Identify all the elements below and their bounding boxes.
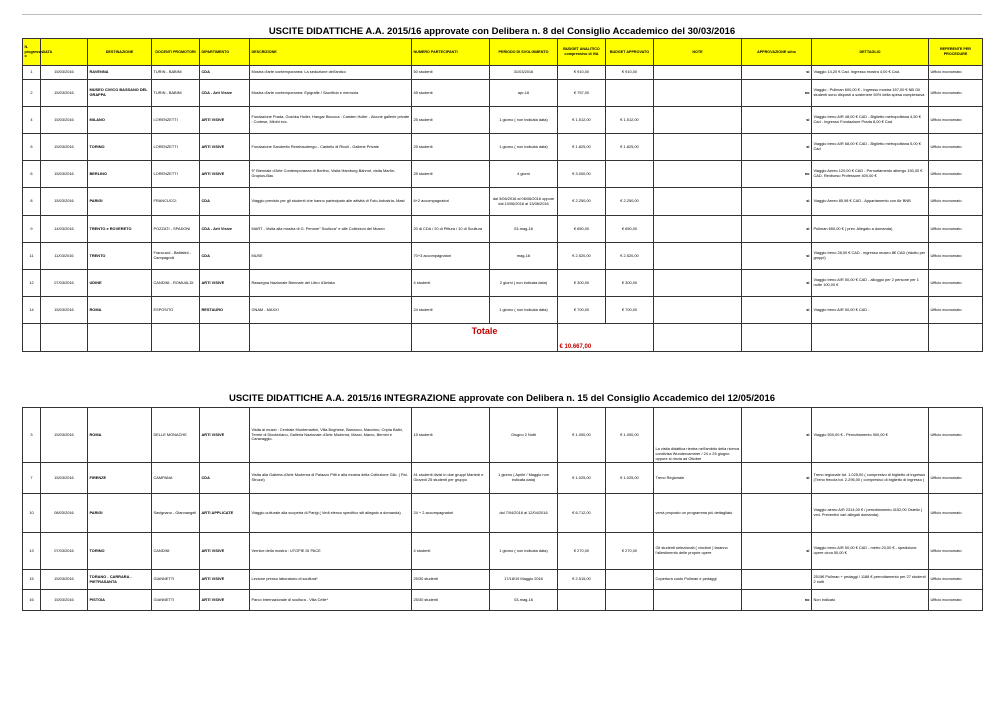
row-docenti: POZZATI - SPADONI — [152, 216, 200, 243]
row-participants: 50 studenti — [412, 66, 490, 80]
row-description: Visita alla Galleria d'Arte Moderna di Palazzo Pitti e alla mostra della Collezione Gilc. ( Pal. Strozzi) — [250, 463, 412, 494]
row-approval — [742, 570, 812, 590]
row-date: 15/03/2016 — [41, 188, 88, 216]
row-number: 12 — [23, 270, 41, 297]
row-budget: € 2.520,00 — [558, 243, 606, 270]
row-dipartimento: ARTI APPLICATE — [200, 494, 250, 533]
row-budget: € 270,00 — [558, 533, 606, 570]
row-approved: € 1.825,00 — [606, 134, 654, 161]
total-empty-cell — [88, 324, 152, 352]
header-note: NOTE — [654, 39, 742, 66]
row-referente: Ufficio economato — [929, 134, 983, 161]
row-approved: € 2.250,00 — [606, 188, 654, 216]
row-destination: PISTOIA — [88, 590, 152, 611]
row-approval: si — [742, 243, 812, 270]
row-dipartimento: ARTI VISIVE — [200, 134, 250, 161]
integration-title: USCITE DIDATTICHE A.A. 2015/16 INTEGRAZIONE approvate con Delibera n. 15 del Consiglio Accademico del 12/05/2016 — [228, 393, 776, 404]
total-empty-cell — [742, 324, 812, 352]
row-note: La visita didattica rientra nell'ambito della ricerca condivisa Wundercammer / 24 o 25 giugno oppure si rinvia ad Ottobre — [654, 408, 742, 463]
row-approved: € 700,00 — [606, 297, 654, 324]
row-dipartimento: CDA - Arti Visive — [200, 80, 250, 107]
row-dipartimento: CDA - Arti Visive — [200, 216, 250, 243]
row-description: Lezione presso laboratorio di scultura* — [250, 570, 412, 590]
row-referente: Ufficio economato — [929, 107, 983, 134]
row-participants: 70+3 accompagnatori — [412, 243, 490, 270]
row-number: 3 — [23, 408, 41, 463]
table-row — [23, 494, 983, 533]
row-budget: € 2.515,00 — [558, 570, 606, 590]
table-row — [23, 66, 983, 80]
header-dettaglio: DETTAGLIO — [812, 39, 929, 66]
row-referente: Ufficio economato — [929, 270, 983, 297]
row-date: 08/03/2016 — [41, 494, 88, 533]
table-row — [23, 188, 983, 216]
row-participants: 45 studenti — [412, 80, 490, 107]
row-approval: si — [742, 408, 812, 463]
row-approved: € 1.025,00 — [606, 463, 654, 494]
row-description: GNAM - MAXXI — [250, 297, 412, 324]
row-docenti: TURIN - BABINI — [152, 80, 200, 107]
header-descrizione: DESCRIZIONE — [250, 39, 412, 66]
row-budget: € 1.000,00 — [558, 408, 606, 463]
row-referente: Ufficio economato — [929, 533, 983, 570]
row-dipartimento: CDA — [200, 66, 250, 80]
row-dipartimento: ARTI VISIVE — [200, 270, 250, 297]
row-participants: 15 studenti — [412, 408, 490, 463]
row-date: 07/03/2016 — [41, 270, 88, 297]
row-date: 15/03/2016 — [41, 107, 88, 134]
table-row — [23, 161, 983, 188]
row-number: 8 — [23, 188, 41, 216]
row-description: Mostra d'arte contemporanea: La seduzione dell'antico — [250, 66, 412, 80]
row-budget: € 300,00 — [558, 270, 606, 297]
row-budget: € 910,00 — [558, 66, 606, 80]
row-date: 15/03/2016 — [41, 80, 88, 107]
row-destination: RAVENNA — [88, 66, 152, 80]
row-note — [654, 188, 742, 216]
row-budget: € 1.825,00 — [558, 134, 606, 161]
row-detail: Viaggio treno A/R 48,00 € CAD - Biglietto metropolitana 4,50 € Cad - Ingresso Fondazione Prada 8,00 € Cad — [812, 107, 929, 134]
row-referente: Ufficio economato — [929, 243, 983, 270]
row-docenti: Savignano - Giannangeli — [152, 494, 200, 533]
row-approved: € 1.512,00 — [606, 107, 654, 134]
row-approved: € 910,00 — [606, 66, 654, 80]
total-empty-cell — [250, 324, 412, 352]
row-period: 31/03/2016 — [490, 66, 558, 80]
header-docenti: DOCENTI PROMOTORI — [152, 39, 200, 66]
header-row — [23, 39, 983, 66]
total-label: Totale — [412, 324, 558, 352]
total-empty-cell — [41, 324, 88, 352]
row-docenti: CANDINI - ROMUALDI — [152, 270, 200, 297]
header-periodo: PERIODO DI SVOLGIMENTO — [490, 39, 558, 66]
row-approved — [606, 494, 654, 533]
table-row — [23, 533, 983, 570]
row-period: dal 7/04/2016 al 12/04/2016 — [490, 494, 558, 533]
row-budget: € 3.000,00 — [558, 161, 606, 188]
row-participants: 24 studenti — [412, 297, 490, 324]
row-dipartimento: ARTI VISIVE — [200, 107, 250, 134]
table-row — [23, 107, 983, 134]
row-destination: TORINO — [88, 533, 152, 570]
total-empty-cell — [929, 324, 983, 352]
row-period: 1 giorno ( non indicata data) — [490, 107, 558, 134]
row-dipartimento: RESTAURO — [200, 297, 250, 324]
row-approval: si — [742, 134, 812, 161]
row-date: 15/03/2016 — [41, 134, 88, 161]
row-period: 03-mag-16 — [490, 216, 558, 243]
row-dipartimento: CDA — [200, 243, 250, 270]
row-approved — [606, 161, 654, 188]
row-period: 1 giorno ( Aprile / Maggio non indicata data) — [490, 463, 558, 494]
header-dipartimento: DIPARTIMENTO — [200, 39, 250, 66]
row-detail: Viaggio Aereo 85,98 € CAD - Appartamento con Air BNB — [812, 188, 929, 216]
page-title: USCITE DIDATTICHE A.A. 2015/16 approvate con Delibera n. 8 del Consiglio Accademico del 30/03/2016 — [268, 26, 736, 37]
row-dipartimento: ARTI VISIVE — [200, 570, 250, 590]
row-period: 2 giorni ( non indicata data) — [490, 270, 558, 297]
row-destination: TRENTO — [88, 243, 152, 270]
row-number: 6 — [23, 161, 41, 188]
row-budget: € 700,00 — [558, 297, 606, 324]
table-row — [23, 590, 983, 611]
row-approval — [742, 494, 812, 533]
row-number: 10 — [23, 494, 41, 533]
row-date: 15/03/2016 — [41, 590, 88, 611]
row-referente: Ufficio economato — [929, 216, 983, 243]
row-referente: Ufficio economato — [929, 590, 983, 611]
row-period: Giugno 2 Notti — [490, 408, 558, 463]
row-docenti: TURIN - BABINI — [152, 66, 200, 80]
row-participants: 20 di CDA / 20 di Pittura / 10 di Scultura — [412, 216, 490, 243]
row-approval: si — [742, 216, 812, 243]
row-note — [654, 270, 742, 297]
row-dipartimento: ARTI VISIVE — [200, 590, 250, 611]
row-period: 17/18/19 Maggio 2016 — [490, 570, 558, 590]
row-note — [654, 243, 742, 270]
row-date: 15/03/2016 — [41, 570, 88, 590]
row-detail: Viaggio treno 28,00 € CAD - ingresso museo 8€ CAD (ridotto per gruppi) — [812, 243, 929, 270]
row-budget: € 6.712,00 — [558, 494, 606, 533]
row-participants: 4 studenti — [412, 533, 490, 570]
row-destination: MILANO — [88, 107, 152, 134]
header-data: DATA — [41, 39, 88, 66]
row-period: 03-mag-16 — [490, 590, 558, 611]
row-note — [654, 297, 742, 324]
row-docenti: DELLE MONACHE — [152, 408, 200, 463]
row-note — [654, 80, 742, 107]
row-dipartimento: ARTI VISIVE — [200, 533, 250, 570]
row-approval: si — [742, 533, 812, 570]
table-row — [23, 297, 983, 324]
row-budget: € 650,00 — [558, 216, 606, 243]
row-docenti: CAMPANA — [152, 463, 200, 494]
row-detail: Viaggio treno A/R 68,00 € CAD - Biglietto metropolitana 5,00 € Cad — [812, 134, 929, 161]
row-detail: Viaggio Aereo 120,00 € CAD - Pernottamento albergo 150,00 € CAD. Rimborso Professore 400,00 € — [812, 161, 929, 188]
row-participants: 6+2 accompagnatori — [412, 188, 490, 216]
header-destinazione: DESTINAZIONE — [88, 39, 152, 66]
row-period: dal 3/06/2016 al 06/06/2016 oppure dal 10/06/2016 al 13/06/2016 — [490, 188, 558, 216]
row-description: Mostra d'arte contemporanea: Epigrafie / Sacrificio e memoria — [250, 80, 412, 107]
row-docenti: GIANNETTI — [152, 570, 200, 590]
row-referente: Ufficio economato — [929, 463, 983, 494]
row-participants: 4 studenti — [412, 270, 490, 297]
row-description: Viaggio culturale alla scoperta di Parigi ( Vedi elenco specifico siti allegato a domanda) — [250, 494, 412, 533]
row-note — [654, 134, 742, 161]
row-date: 15/03/2016 — [41, 463, 88, 494]
header-budget-approvato: BUDGET APPROVATO — [606, 39, 654, 66]
row-date: 15/03/2016 — [41, 66, 88, 80]
row-referente: Ufficio economato — [929, 494, 983, 533]
row-approved: € 300,00 — [606, 270, 654, 297]
row-number: 16 — [23, 590, 41, 611]
total-empty-cell — [812, 324, 929, 352]
table-row — [23, 270, 983, 297]
row-docenti: LORENZETTI — [152, 134, 200, 161]
row-approved: € 2.520,00 — [606, 243, 654, 270]
row-budget: € 1.025,00 — [558, 463, 606, 494]
row-number: 15 — [23, 570, 41, 590]
table-row — [23, 80, 983, 107]
row-approved: € 650,00 — [606, 216, 654, 243]
row-number: 9 — [23, 216, 41, 243]
header-partecipanti: NUMERO PARTECIPANTI — [412, 39, 490, 66]
row-number: 1 — [23, 66, 41, 80]
row-approval: si — [742, 107, 812, 134]
total-row — [23, 324, 983, 352]
row-destination: PARIGI — [88, 188, 152, 216]
row-note — [654, 107, 742, 134]
row-destination: TRENTO e ROVERETO — [88, 216, 152, 243]
row-date: 15/03/2016 — [41, 297, 88, 324]
row-approved: € 270,00 — [606, 533, 654, 570]
table-row — [23, 463, 983, 494]
row-approval: si — [742, 270, 812, 297]
row-detail: Viaggio treno A/R 50,00 € CAD - metro 20,00 € - spedizione opere circa 50,00 € — [812, 533, 929, 570]
row-date: 07/03/2016 — [41, 533, 88, 570]
row-approved — [606, 80, 654, 107]
row-dipartimento: ARTI VISIVE — [200, 408, 250, 463]
table-row — [23, 408, 983, 463]
row-docenti: Francucci - Battistini - Campagnoli — [152, 243, 200, 270]
row-note: Gli studenti selezionati ( vincitori ) faranno l'allestimento delle proprie opere — [654, 533, 742, 570]
row-detail: Treno regionale tot. 1.025,00 ( compresivo di biglietto di ingresso (Treno freccia tot. 2.296,00 ( compresivo di biglietto di ingresso ) — [812, 463, 929, 494]
row-destination: TORANO - CARRARA - PIETRASANTA — [88, 570, 152, 590]
row-date: 14/03/2016 — [41, 216, 88, 243]
row-destination: UDINE — [88, 270, 152, 297]
row-docenti: CANDINI — [152, 533, 200, 570]
row-approved — [606, 570, 654, 590]
row-note: Copertura costo Pullman e pedaggi — [654, 570, 742, 590]
row-detail: Pullman 650,00 € ( prev. Allegato a domanda) — [812, 216, 929, 243]
row-referente: Ufficio economato — [929, 188, 983, 216]
row-description: Visita ai musei : Centrale Montemartini, Villa Boghese, Barracco, Maccimo, Cripta Balbi, Terme di Diocleziano, Galleria Nazionale d'Arte Moderna, Maxxi, Macro, Bernini e Caravaggio. — [250, 408, 412, 463]
row-date: 11/03/2016 — [41, 243, 88, 270]
row-description: Fondazione Sandretto Rerebaudengo - Castello di Rivoli - Gallerie Private — [250, 134, 412, 161]
table-row — [23, 216, 983, 243]
row-number: 5 — [23, 134, 41, 161]
total-empty-cell — [23, 324, 41, 352]
row-detail: Viaggio 14,20 € Cad. Ingresso mostra 4,00 € Cad. — [812, 66, 929, 80]
row-participants: 24 + 2 accompagnatori — [412, 494, 490, 533]
row-participants: 25 studenti — [412, 161, 490, 188]
row-period: 1 giorno ( non indicata data) — [490, 533, 558, 570]
row-date: 15/03/2016 — [41, 408, 88, 463]
row-note: Treno Regionale — [654, 463, 742, 494]
row-destination: MUSEO CIVICO BASSANO DEL GRAPPA — [88, 80, 152, 107]
row-destination: TORINO — [88, 134, 152, 161]
row-participants: 25/30 studenti — [412, 570, 490, 590]
row-referente: Ufficio economato — [929, 66, 983, 80]
row-description: Vernice della mostra : UTOPIE DI PACE — [250, 533, 412, 570]
row-note — [654, 66, 742, 80]
row-number: 14 — [23, 297, 41, 324]
table-row — [23, 243, 983, 270]
row-detail: 2515€ Pullman + pedaggi / 1188 € pernottamento per 27 studenti 2 notti — [812, 570, 929, 590]
row-period: 1 giorno ( non indicata data) — [490, 134, 558, 161]
row-referente: Ufficio economato — [929, 408, 983, 463]
row-description: MUSE — [250, 243, 412, 270]
row-dipartimento: CDA — [200, 463, 250, 494]
row-destination: ROMA — [88, 408, 152, 463]
row-note — [654, 161, 742, 188]
row-participants: 25 studenti — [412, 107, 490, 134]
row-destination: PARIGI — [88, 494, 152, 533]
header-budget-analitico: BUDGET ANALITICO comprensivo di IVA — [558, 39, 606, 66]
row-number: 4 — [23, 107, 41, 134]
row-approval: si — [742, 463, 812, 494]
row-note: verrà proposto un programma più dettagliato — [654, 494, 742, 533]
row-approval: si — [742, 66, 812, 80]
row-referente: Ufficio economato — [929, 161, 983, 188]
total-empty-cell — [200, 324, 250, 352]
row-description: Fondazione Prada, Goshka Holler, Hangar Bicocca : Carsten Holler - Alcune gallerie private : Cortese, Minini ecc. — [250, 107, 412, 134]
row-period: apr-16 — [490, 80, 558, 107]
row-period: 4 giorni — [490, 161, 558, 188]
total-empty-cell — [152, 324, 200, 352]
row-budget: € 757,00 — [558, 80, 606, 107]
row-dipartimento: ARTI VISIVE — [200, 161, 250, 188]
total-amount: € 10.667,00 — [558, 324, 654, 352]
table-row — [23, 134, 983, 161]
row-number: 2 — [23, 80, 41, 107]
row-detail: Viaggio : Pullman 600,00 € - Ingresso mostra 157,00 € NB Gli studenti sono disposti a sostenere 50% della spesa complessiva — [812, 80, 929, 107]
row-docenti: FRANCUCCI — [152, 188, 200, 216]
table-row — [23, 570, 983, 590]
row-detail: Viaggio treno A/R 50,00 € CAD - alloggio per 2 persone per 1 notte 100,00 € — [812, 270, 929, 297]
row-approved: € 1.000,00 — [606, 408, 654, 463]
row-approved — [606, 590, 654, 611]
row-budget — [558, 590, 606, 611]
row-approval: no — [742, 80, 812, 107]
row-docenti: LORENZETTI — [152, 161, 200, 188]
row-number: 13 — [23, 533, 41, 570]
row-budget: € 2.250,00 — [558, 188, 606, 216]
header-referente: REFERENTE PER PROCEDURE — [929, 39, 983, 66]
row-participants: 25/30 studenti — [412, 590, 490, 611]
header-progressivo: N. progressiv o — [23, 39, 41, 66]
row-detail: Non indicato — [812, 590, 929, 611]
row-description: Viaggio previsto per gli studenti che hanno partecipato alle attività di Foto-Industria- Mast — [250, 188, 412, 216]
row-approval: no — [742, 590, 812, 611]
row-participants: 25 studenti — [412, 134, 490, 161]
row-approval: si — [742, 188, 812, 216]
row-detail: Viaggio 500,00 € - Pernottamento 500,00 € — [812, 408, 929, 463]
total-empty-cell — [654, 324, 742, 352]
row-description: Rassegna Nazionale Biennale del Libro d'Artista — [250, 270, 412, 297]
integration-table — [22, 407, 983, 611]
row-referente: Ufficio economato — [929, 570, 983, 590]
row-approval: si — [742, 297, 812, 324]
row-budget: € 1.512,00 — [558, 107, 606, 134]
row-destination: FIRENZE — [88, 463, 152, 494]
row-participants: 41 studenti divisi in due gruppi Martedì e Giovedì 25 studenti per gruppo — [412, 463, 490, 494]
row-description: Parco internazionale di scultura - Villa Celle* — [250, 590, 412, 611]
row-detail: Viaggio aereo A/R 2314,00 € / pernottamento 4152,00 Ostello ( ved. Preventivi vari allegati domanda) — [812, 494, 929, 533]
row-docenti: ESPOSITO — [152, 297, 200, 324]
row-description: MART - Visita alla mostra di G. Penone" Scultura" e alle Collezioni del Museo — [250, 216, 412, 243]
row-destination: BERLINO — [88, 161, 152, 188]
row-note — [654, 590, 742, 611]
row-note — [654, 216, 742, 243]
row-description: 9° Biennale d'Arte Contemporanea di Berlino, Visita Hamburg Bahnof, visita Martin-Gropius-Bau — [250, 161, 412, 188]
main-table — [22, 38, 983, 352]
row-referente: Ufficio economato — [929, 80, 983, 107]
row-approval: no — [742, 161, 812, 188]
row-referente: Ufficio economato — [929, 297, 983, 324]
row-period: 1 giorno ( non indicata data) — [490, 297, 558, 324]
row-destination: ROMA — [88, 297, 152, 324]
row-detail: Viaggio treno A/R 50,00 € CAD - — [812, 297, 929, 324]
row-docenti: GIANNETTI — [152, 590, 200, 611]
row-dipartimento: CDA — [200, 188, 250, 216]
row-number: 7 — [23, 463, 41, 494]
header-approvazione: APPROVAZIONE si/no — [742, 39, 812, 66]
top-rule — [22, 14, 982, 15]
row-docenti: LORENZETTI — [152, 107, 200, 134]
row-date: 15/03/2016 — [41, 161, 88, 188]
row-number: 11 — [23, 243, 41, 270]
row-period: mag-16 — [490, 243, 558, 270]
